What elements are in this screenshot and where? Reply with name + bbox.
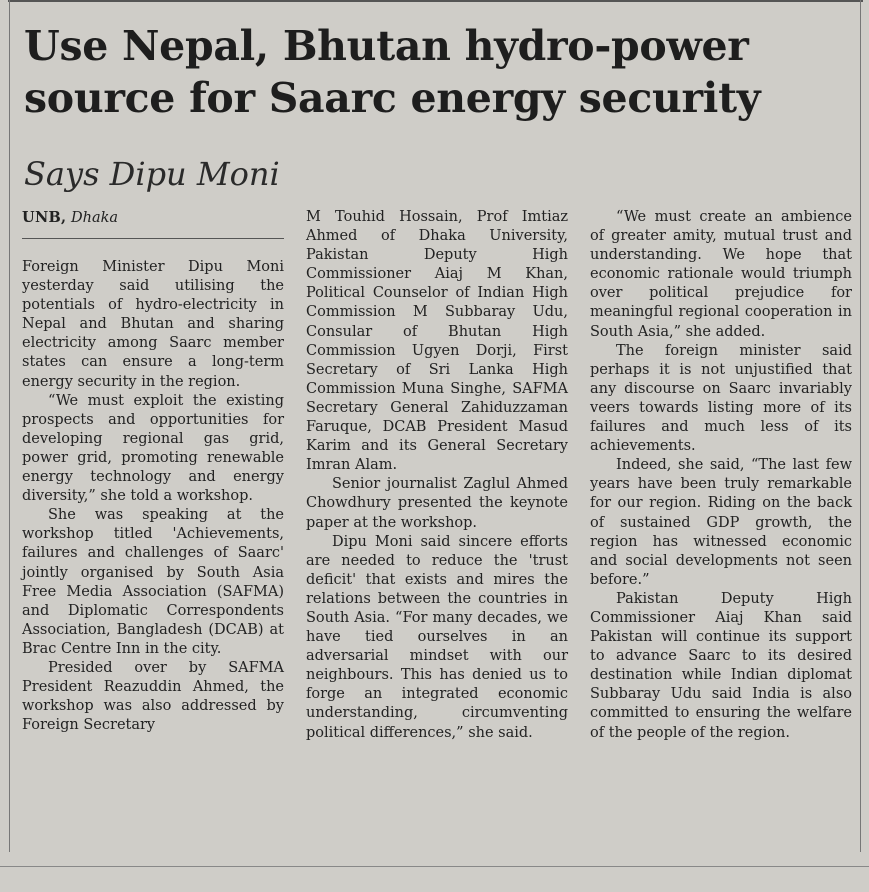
article-column-1 xyxy=(22,208,284,735)
paragraph: The foreign minister said perhaps it is not unjustified that any discourse on Saarc invariably veers towards listing more of its failures and much less of its achievements. xyxy=(590,342,852,455)
paragraph: Pakistan Deputy High Commissioner Aiaj Khan said Pakistan will continue its support to advance Saarc to its desired destination while Indian diplomat Subbaray Udu said India is also committed to ensuring the welfare of the people of the region. xyxy=(590,590,852,741)
paragraph: Foreign Minister Dipu Moni yesterday said utilising the potentials of hydro-electricity in Nepal and Bhutan and sharing electricity among Saarc member states can ensure a long-term energy security in the region. xyxy=(22,259,284,390)
subhead: Says Dipu Moni xyxy=(24,155,280,193)
right-column-rule xyxy=(860,0,861,852)
dateline xyxy=(22,208,284,239)
paragraph: Senior journalist Zaglul Ahmed Chowdhury presented the keynote paper at the workshop. xyxy=(306,476,568,531)
dateline-place: Dhaka xyxy=(71,210,119,226)
bottom-rule xyxy=(0,866,869,867)
paragraph: Presided over by SAFMA President Reazuddin Ahmed, the workshop was also addressed by Foreign Secretary xyxy=(22,659,284,734)
left-column-rule xyxy=(9,0,10,852)
article-column-2 xyxy=(306,208,568,743)
headline: Use Nepal, Bhutan hydro-power source for Saarc energy security xyxy=(24,22,761,122)
paragraph: Dipu Moni said sincere efforts are needed to reduce the 'trust deficit' that exists and mires the relations between the countries in South Asia. “For many decades, we have tied ourselves in an adversarial mindset with our neighbours. This has denied us to forge an integrated economic understanding, circumventing political differences,” she said. xyxy=(306,533,568,741)
paragraph: Indeed, she said, “The last few years have been truly remarkable for our region. Riding on the back of sustained GDP growth, the region has witnessed economic and social developments not seen before.” xyxy=(590,457,852,588)
paragraph: She was speaking at the workshop titled 'Achievements, failures and challenges of Saarc' jointly organised by South Asia Free Media Association (SAFMA) and Diplomatic Correspondents Association, Bangladesh (DCAB) at Brac Centre Inn in the city. xyxy=(22,507,284,657)
top-rule xyxy=(8,0,863,2)
paragraph: “We must exploit the existing prospects and opportunities for developing regional gas grid, power grid, promoting renewable energy technology and energy diversity,” she told a workshop. xyxy=(22,392,284,505)
paragraph: M Touhid Hossain, Prof Imtiaz Ahmed of Dhaka University, Pakistan Deputy High Commissioner Aiaj M Khan, Political Counselor of Indian High Commission M Subbaray Udu, Consular of Bhutan High Commission Ugyen Dorji, First Secretary of Sri Lanka High Commission Muna Singhe, SAFMA Secretary General Zahiduzzaman Faruque, DCAB President Masud Karim and its General Secretary Imran Alam. xyxy=(306,209,568,474)
article-column-3 xyxy=(590,208,852,743)
paragraph: “We must create an ambience of greater amity, mutual trust and understanding. We hope that economic rationale would triumph over political prejudice for meaningful regional cooperation in South Asia,” she added. xyxy=(590,209,852,340)
news-agency: UNB, xyxy=(22,209,67,226)
